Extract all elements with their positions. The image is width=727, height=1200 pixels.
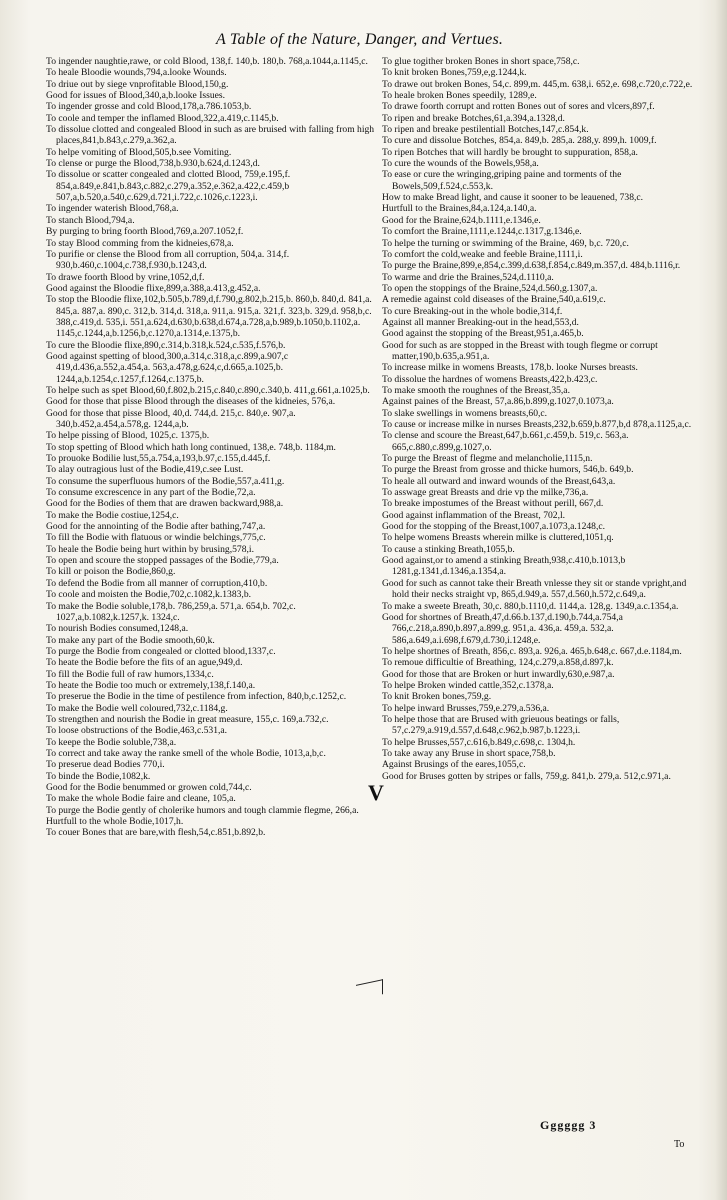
index-entry: To cure the Bloodie flixe,890,c.314,b.318,k.524,c.535,f.576,b. <box>46 339 286 351</box>
index-entry: To helpe vomiting of Blood,505,b.see Vomiting. <box>46 146 232 158</box>
index-entry: To drawe foorth corrupt and rotten Bones out of sores and vlcers,897,f. <box>382 101 655 113</box>
index-entry: Good for the Bodies of them that are drawen backward,988,a. <box>46 498 284 510</box>
index-entry: To helpe womens Breasts wherein milke is cluttered,1051,q. <box>382 532 614 544</box>
index-entry: To driue out by siege vnprofitable Blood,150,g. <box>46 78 229 90</box>
index-entry: To correct and take away the ranke smell of the whole Bodie, 1013,a,b,c. <box>46 747 326 759</box>
index-entry: To coole and moisten the Bodie,702,c.1082,k.1383,b. <box>46 589 252 601</box>
index-entry: To cause or increase milke in nurses Breasts,232,b.659,b.877,b,d 878,a.1125,a,c. <box>382 419 692 430</box>
index-entry: To open and scoure the stopped passages of the Bodie,779,a. <box>46 555 279 567</box>
index-entry: To cure and dissolue Botches, 854,a. 849,b. 285,a. 288,y. 899,h. 1009,f. <box>382 135 657 147</box>
index-entry: To drawe out broken Bones, 54,c. 899,m. 445,m. 638,i. 652,e. 698,c.720,c.722,e. <box>382 78 693 90</box>
marginal-bracket-mark <box>356 979 383 1000</box>
index-entry: To helpe such as spet Blood,60,f.802,b.215,c.840,c.890,c.340,b. 411,g.661,a.1025,b. <box>46 384 370 396</box>
index-entry: To breake impostumes of the Breast without perill, 667,d. <box>382 498 604 510</box>
index-entry: To couer Bones that are bare,with flesh,54,c.851,b.892,b. <box>46 827 266 839</box>
index-entry: To remoue difficultie of Breathing, 124,c.279,a.858,d.897,k. <box>382 657 614 669</box>
index-entry: To slake swellings in womens breasts,60,c. <box>382 407 548 419</box>
index-entry: To warme and drie the Braines,524,d.1110,a. <box>382 271 554 283</box>
index-entry: To prouoke Bodilie lust,55,a.754,a,193,b.97,c.155,d.445,f. <box>46 453 271 465</box>
index-entry: Good for Bruses gotten by stripes or falls, 759,g. 841,b. 279,a. 512,c.971,a. <box>382 770 671 782</box>
index-entry: Good for the Braine,624,b.1111,e.1346,e. <box>382 214 541 226</box>
index-entry: To clense and scoure the Breast,647,b.661,c.459,b. 519,c. 563,a. 665,c.880,c.899,g.1027,o. <box>382 430 629 453</box>
index-entry: To heate the Bodie before the fits of an ague,949,d. <box>46 657 243 669</box>
index-entry: Good for the Bodie benummed or growen cold,744,c. <box>46 782 252 793</box>
index-entry: To dissolue clotted and congealed Blood in such as are bruised with falling from high places,841,b.843,c.279,a.362,a. <box>46 124 375 147</box>
index-entry: To comfort the Braine,1111,e.1244,c.1317,g.1346,e. <box>382 226 582 238</box>
index-entry: To asswage great Breasts and drie vp the milke,736,a. <box>382 487 589 499</box>
index-entry: To purge the Breast from grosse and thicke humors, 546,b. 649,b. <box>382 464 634 476</box>
index-entry: To stay Blood comming from the kidneies,678,a. <box>46 237 234 249</box>
index-column-left <box>46 56 376 839</box>
index-entry: Good for the annointing of the Bodie after bathing,747,a. <box>46 521 266 533</box>
index-entry: To knit broken Bones,759,e,g.1244,k. <box>382 67 527 79</box>
index-entry: To heale Bloodie wounds,794,a.looke Wounds. <box>46 67 227 79</box>
page-edge-shadow <box>715 0 727 1200</box>
index-entry: To ripen and breake Botches,61,a.394,a.1328,d. <box>382 112 565 124</box>
running-head: A Table of the Nature, Danger, and Vertues. <box>216 31 504 48</box>
index-entry: To stop spetting of Blood which hath long continued, 138,e. 748,b. 1184,m. <box>46 441 336 453</box>
index-entry: Good for those that are Broken or hurt inwardly,630,e.987,a. <box>382 668 615 680</box>
index-entry: Good against spetting of blood,300,a.314,c.318,a,c.899,a.907,c 419,d.436,a.552,a.454,a. 563,a.478,g.624,c,d.665,a.1025,b. 1244,a,b.1254,c.1257,f.1264,c.1375,b. <box>46 350 289 385</box>
index-entry: To purifie or clense the Blood from all corruption, 504,a. 314,f. 930,b.460,c.1004,c.738,f.930,b.1243,d. <box>46 248 290 272</box>
index-entry: To make the Bodie soluble,178,b. 786,259,a. 571,a. 654,b. 702,c. 1027,a,b.1082,k.1257,k. 1324,c. <box>46 600 296 623</box>
index-entry: To strengthen and nourish the Bodie in great measure, 155,c. 169,a.732,c. <box>46 713 329 725</box>
index-entry: To helpe the turning or swimming of the Braine, 469, b,c. 720,c. <box>382 237 629 249</box>
index-entry: To glue togither broken Bones in short space,758,c. <box>382 56 580 67</box>
index-entry: Good for the stopping of the Breast,1007,a.1073,a.1248,c. <box>382 521 606 533</box>
index-entry: To purge the Bodie gently of cholerike humors and tough clammie flegme, 266,a. <box>46 804 359 816</box>
index-entry: To helpe those that are Brused with grieuous beatings or falls, 57,c.279,a.919,d.557,d.648,c.962,b.987,b.1223,i. <box>382 713 620 737</box>
index-entry: To purge the Bodie from congealed or clotted blood,1337,c. <box>46 645 276 657</box>
index-entry: To defend the Bodie from all manner of corruption,410,b. <box>46 577 268 589</box>
index-entry: To ripen and breake pestilentiall Botches,147,c.854,k. <box>382 124 589 136</box>
index-entry: To kill or poison the Bodie,860,g. <box>46 566 176 578</box>
catchword: To <box>674 1139 685 1150</box>
index-entry: To keepe the Bodie soluble,738,a. <box>46 736 177 748</box>
index-entry: To preserue the Bodie in the time of pestilence from infection, 840,b,c.1252,c. <box>46 691 347 703</box>
index-entry: Against all manner Breaking-out in the head,553,d. <box>382 316 579 328</box>
index-entry: To clense or purge the Blood,738,b.930,b.624,d.1243,d. <box>46 158 260 170</box>
index-entry: To binde the Bodie,1082,k. <box>46 770 151 782</box>
index-entry: Good for those that pisse Blood, 40,d. 744,d. 215,c. 840,e. 907,a. 340,b.452,a.454,a.578,g. 1244,a,b. <box>46 407 296 430</box>
index-entry: To loose obstructions of the Bodie,463,c.531,a. <box>46 725 228 737</box>
index-entry: To ease or cure the wringing,griping paine and torments of the Bowels,509,f.524,c.553,k. <box>382 169 622 192</box>
index-entry: Hurtfull to the Braines,84,a.124,a.140,a. <box>382 203 537 215</box>
index-entry: To open the stoppings of the Braine,524,d.560,g.1307,a. <box>382 282 598 294</box>
index-entry: Hurtfull to the whole Bodie,1017,h. <box>46 816 184 828</box>
index-entry: To preserue dead Bodies 770,i. <box>46 759 165 771</box>
index-entry: To helpe inward Brusses,759,e.279,a.536,a. <box>382 702 550 714</box>
index-entry: Against paines of the Breast, 57,a.86,b.899,g.1027,0.1073,a. <box>382 396 614 408</box>
index-entry: Good against inflammation of the Breast, 702,l. <box>382 509 566 521</box>
index-entry: To nourish Bodies consumed,1248,a. <box>46 623 189 635</box>
index-entry: To make the whole Bodie faire and cleane, 105,a. <box>46 793 236 805</box>
index-entry: To purge the Breast of flegme and melancholie,1115,n. <box>382 453 593 465</box>
index-entry: To drawe foorth Blood by vrine,1052,d,f. <box>46 271 205 283</box>
index-entry: Good for such as are stopped in the Breast with tough flegme or corrupt matter,190,b.635,a.951,a. <box>382 339 658 362</box>
index-column-right <box>382 56 694 782</box>
index-entry: To cause a stinking Breath,1055,b. <box>382 543 515 555</box>
index-entry: To ripen Botches that will hardly be brought to suppuration, 858,a. <box>382 146 638 158</box>
index-entry: To consume the superfluous humors of the Bodie,557,a.411,g. <box>46 475 285 487</box>
index-entry: To heate the Bodie too much or extremely,138,f.140,a. <box>46 679 256 691</box>
index-entry: Good for those that pisse Blood through the diseases of the kidneies, 576,a. <box>46 396 336 408</box>
index-entry: To fill the Bodie with flatuous or windie belchings,775,c. <box>46 532 266 544</box>
index-entry: To heale broken Bones speedily, 1289,e. <box>382 90 537 102</box>
index-entry: Good for such as cannot take their Breath vnlesse they sit or stande vpright,and hold their necks straight vp, 865,d.949,a. 557,d.560,h.572,c.649,a. <box>382 577 687 601</box>
index-entry: To cure Breaking-out in the whole bodie,314,f. <box>382 305 563 317</box>
index-entry: Good for shortnes of Breath,47,d.66.b.137,d.190,b.744,a.754,a 766,c.218,a.890,b.897,a.899,g. 951,a. 436,a. 459,a. 532,a. 586,a.649,a.i.698,f.679,d.730,i.1248,e. <box>382 611 623 646</box>
index-entry: To stop the Bloodie flixe,102,b.505,b.789,d,f.790,g.802,b.215,b. 860,b. 840,d. 841,a. 845,a. 887,a. 890,c. 312,b. 314,d. 318,a. 911,a. 915,a. 321,f. 323,b. 329,d. 958,b,c. 388,c.419,d. 535,i. 551,a.624,d.630,b.638,d.674,a.728,a,b.989,b.1050,b.1102,a. 1145,c.1244,a,b.1256,b,c.1270,a.1314,e.1375,b. <box>46 294 372 340</box>
index-entry: To ingender naughtie,rawe, or cold Blood, 138,f. 140,b. 180,b. 768,a.1044,a.1145,c. <box>46 56 368 67</box>
index-entry: To coole and temper the inflamed Blood,322,a.419,c.1145,b. <box>46 112 279 124</box>
index-entry: To increase milke in womens Breasts, 178,b. looke Nurses breasts. <box>382 362 638 374</box>
index-entry: Good against the stopping of the Breast,951,a.465,b. <box>382 328 584 340</box>
index-entry: To ingender grosse and cold Blood,178,a.786.1053,b. <box>46 101 252 113</box>
index-entry: Good for issues of Blood,340,a,b.looke Issues. <box>46 90 226 102</box>
index-entry: To knit Broken bones,759,g. <box>382 691 492 703</box>
index-entry: Against Brusings of the eares,1055,c. <box>382 759 526 771</box>
index-entry: To fill the Bodie full of raw humors,1334,c. <box>46 668 214 680</box>
index-entry: To helpe Broken winded cattle,352,c.1378,a. <box>382 679 554 691</box>
index-entry: To alay outragious lust of the Bodie,419,c.see Lust. <box>46 464 244 476</box>
index-entry: Good against the Bloodie flixe,899,a.388,a.413,g.452,a. <box>46 282 261 294</box>
index-entry: To helpe Brusses,557,c.616,b.849,c.698,c. 1304,h. <box>382 736 576 748</box>
index-entry: To heale all outward and inward wounds of the Breast,643,a. <box>382 475 616 487</box>
index-entry: To make smooth the roughnes of the Breast,35,a. <box>382 384 570 396</box>
index-entry: To helpe shortnes of Breath, 856,c. 893,a. 926,a. 465,b.648,c. 667,d.e.1184,m. <box>382 645 682 657</box>
index-entry: To take away any Bruse in short space,758,b. <box>382 747 556 759</box>
index-entry: To dissolue or scatter congealed and clotted Blood, 759,e.195,f. 854,a.849,e.841,b.843,c.882,c.279,a.352,e.362,a.422,c.459,b 507,a,b.520,a.540,c.629,d.721,i.722,c.1026,c.1223,i. <box>46 169 291 204</box>
index-entry: To make a sweete Breath, 30,c. 880,b.1110,d. 1144,a. 128,g. 1349,a.c.1354,a. <box>382 600 679 612</box>
index-entry: To make the Bodie well coloured,732,c.1184,g. <box>46 702 228 714</box>
index-entry: To consume excrescence in any part of the Bodie,72,a. <box>46 487 256 499</box>
index-entry: A remedie against cold diseases of the Braine,540,a.619,c. <box>382 294 606 306</box>
index-entry: How to make Bread light, and cause it sooner to be leauened, 738,c. <box>382 192 644 204</box>
index-entry: To purge the Braine,899,e,854,c.399,d.638,f.854,c.849,m.357,d. 484,b.1116,r. <box>382 260 681 272</box>
index-entry: To heale the Bodie being hurt within by brusing,578,i. <box>46 543 254 555</box>
index-entry: To cure the wounds of the Bowels,958,a. <box>382 158 539 170</box>
printer-signature-mark: Gggggg 3 <box>540 1118 597 1132</box>
section-initial-letter: V <box>368 780 384 805</box>
index-entry: By purging to bring foorth Blood,769,a.207.1052,f. <box>46 226 244 238</box>
index-entry: To comfort the cold,weake and feeble Braine,1111,i. <box>382 248 583 260</box>
index-entry: Good against,or to amend a stinking Breath,938,c.410,b.1013,b 1281,g.1341,d.1346,a.1354,a. <box>382 555 626 578</box>
index-entry: To helpe pissing of Blood, 1025,c. 1375,b. <box>46 430 210 442</box>
index-entry: To dissolue the hardnes of womens Breasts,422,b.423,c. <box>382 373 598 385</box>
index-entry: To ingender waterish Blood,768,a. <box>46 203 179 215</box>
index-entry: To make the Bodie costiue,1254,c. <box>46 509 179 521</box>
index-entry: To stanch Blood,794,a. <box>46 214 135 226</box>
index-entry: To make any part of the Bodie smooth,60,k. <box>46 634 215 646</box>
